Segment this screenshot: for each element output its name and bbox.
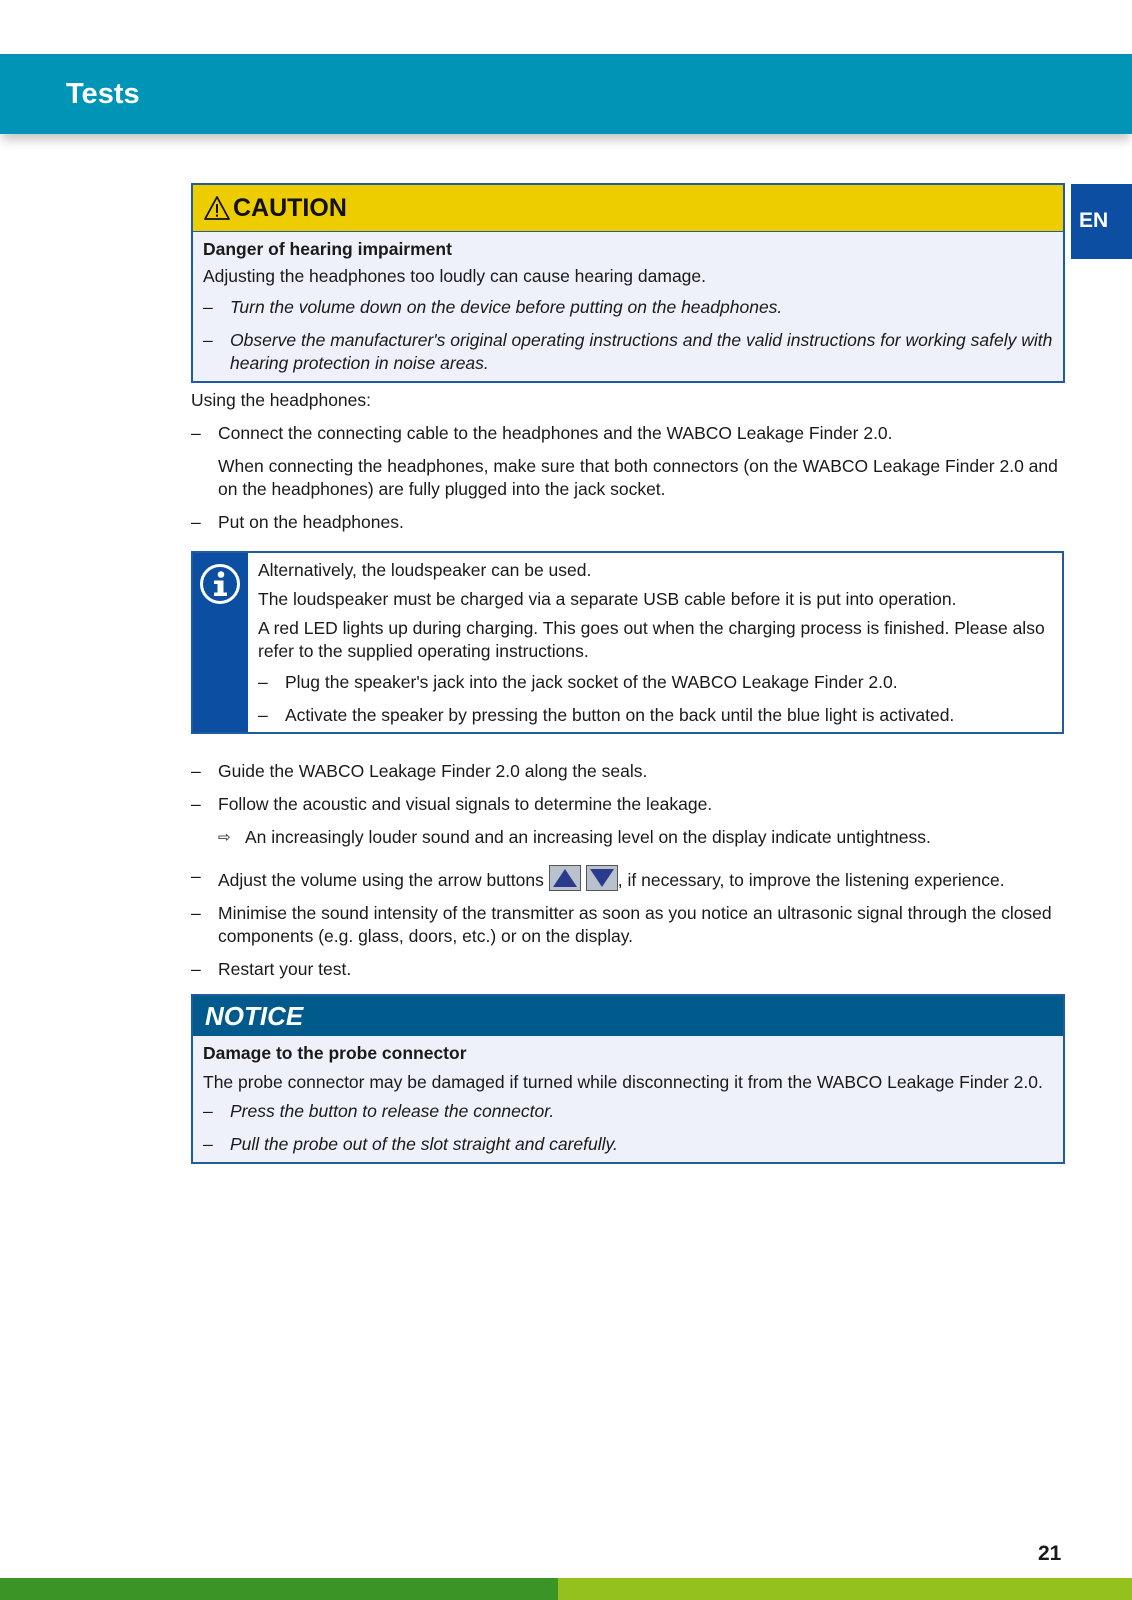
language-tab: EN (1071, 184, 1132, 259)
dash: – (191, 423, 201, 443)
caution-item-text: Observe the manufacturer's original operating instructions and the valid instructions for working safely with hearing protection in noise areas. (230, 330, 1053, 373)
result-arrow-icon: ⇨ (218, 829, 231, 846)
step-text-after: , if necessary, to improve the listening experience. (617, 870, 1005, 890)
caution-box (191, 183, 1065, 383)
dash: – (191, 903, 201, 923)
step-item (191, 511, 1065, 534)
info-item-text: Plug the speaker's jack into the jack socket of the WABCO Leakage Finder 2.0. (285, 672, 898, 692)
dash: – (191, 959, 201, 979)
dash: – (203, 330, 213, 350)
intro-text: Using the headphones: (191, 390, 371, 410)
caution-body (193, 232, 1063, 381)
caution-item (203, 296, 1053, 319)
page-title: Tests (66, 78, 140, 110)
dash: – (203, 1134, 213, 1154)
dash: – (191, 794, 201, 814)
step-item (191, 422, 1065, 445)
arrow-down-button-icon (586, 865, 618, 891)
step-note: When connecting the headphones, make sure that both connectors (on the WABCO Leakage Finder 2.0 and on the headphones) are fully plugged into the jack socket. (218, 456, 1058, 499)
header-band (0, 54, 1132, 134)
dash: – (191, 866, 201, 886)
step-item (191, 902, 1065, 948)
result-item (191, 826, 1065, 849)
notice-header (193, 996, 1063, 1036)
info-item-text: Activate the speaker by pressing the button on the back until the blue light is activated. (285, 705, 955, 725)
main-content (191, 183, 1065, 1164)
notice-box (191, 994, 1065, 1164)
info-item (258, 704, 1052, 727)
info-content (248, 553, 1062, 732)
step-item (191, 865, 1065, 892)
info-line: The loudspeaker must be charged via a separate USB cable before it is put into operation. (258, 589, 957, 609)
notice-item-text: Pull the probe out of the slot straight and carefully. (230, 1134, 618, 1154)
step-item (191, 958, 1065, 981)
footer-bar-right (558, 1578, 1132, 1600)
step-text: Connect the connecting cable to the headphones and the WABCO Leakage Finder 2.0. (218, 423, 893, 443)
footer-bar-left (0, 1578, 558, 1600)
notice-item-text: Press the button to release the connector. (230, 1101, 555, 1121)
info-line: A red LED lights up during charging. This goes out when the charging process is finished. Please also refer to the supplied operating instructions. (258, 618, 1045, 661)
notice-text: The probe connector may be damaged if turned while disconnecting it from the WABCO Leakage Finder 2.0. (203, 1072, 1043, 1092)
notice-heading: Damage to the probe connector (203, 1043, 467, 1063)
caution-text: Adjusting the headphones too loudly can cause hearing damage. (203, 266, 707, 286)
step-item (191, 793, 1065, 816)
notice-item (203, 1133, 1053, 1156)
warning-triangle-icon (203, 195, 231, 221)
step-item (191, 760, 1065, 783)
dash: – (258, 672, 268, 692)
dash: – (203, 297, 213, 317)
step-text: Put on the headphones. (218, 512, 404, 532)
dash: – (191, 761, 201, 781)
step-text: Follow the acoustic and visual signals to determine the leakage. (218, 794, 713, 814)
dash: – (191, 512, 201, 532)
caution-item (203, 329, 1053, 375)
info-line: Alternatively, the loudspeaker can be used. (258, 560, 592, 580)
arrow-up-button-icon (549, 865, 581, 891)
notice-label: NOTICE (205, 1000, 304, 1031)
notice-item (203, 1100, 1053, 1123)
caution-header (193, 185, 1063, 232)
result-text: An increasingly louder sound and an increasing level on the display indicate untightness. (245, 827, 931, 847)
info-item (258, 671, 1052, 694)
step-text-before: Adjust the volume using the arrow buttons (218, 870, 544, 890)
caution-item-text: Turn the volume down on the device before putting on the headphones. (230, 297, 783, 317)
info-sidebar (193, 553, 248, 732)
step-text: Minimise the sound intensity of the transmitter as soon as you notice an ultrasonic signal through the closed components (e.g. glass, doors, etc.) or on the display. (218, 903, 1052, 946)
caution-heading: Danger of hearing impairment (203, 239, 452, 259)
notice-body (193, 1036, 1063, 1162)
info-icon (199, 563, 241, 605)
caution-label: CAUTION (233, 193, 347, 222)
dash: – (203, 1101, 213, 1121)
info-box (191, 551, 1064, 734)
step-text: Restart your test. (218, 959, 352, 979)
dash: – (258, 705, 268, 725)
page-number: 21 (1038, 1542, 1062, 1565)
step-text: Guide the WABCO Leakage Finder 2.0 along the seals. (218, 761, 648, 781)
